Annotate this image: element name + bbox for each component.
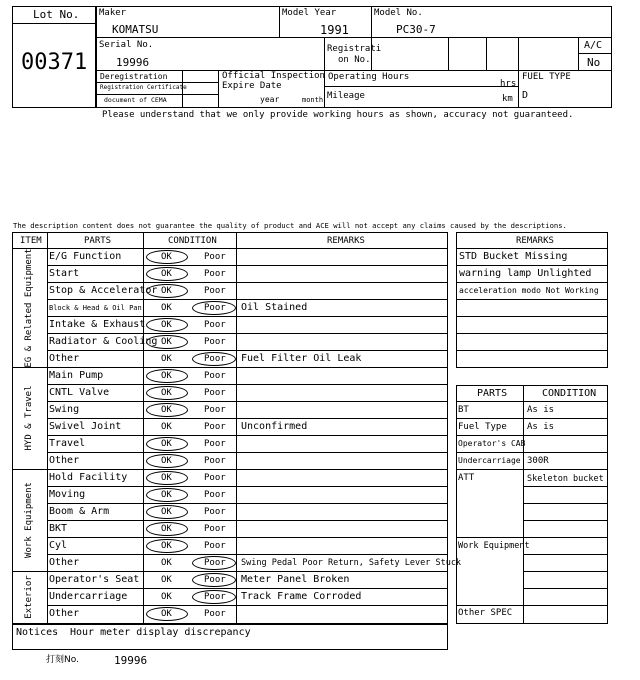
- part-name: Other: [49, 608, 80, 619]
- poor-option: Poor: [204, 354, 226, 364]
- ok-option: OK: [161, 524, 172, 534]
- poor-selected-circle: [192, 573, 236, 587]
- ok-selected-circle: [146, 539, 188, 553]
- ok-selected-circle: [146, 403, 188, 417]
- ok-option: OK: [161, 252, 172, 262]
- poor-option: Poor: [204, 286, 226, 296]
- condition-col-header: CONDITION: [542, 388, 597, 399]
- fuel-type-label: FUEL TYPE: [522, 72, 571, 82]
- ok-selected-circle: [146, 522, 188, 536]
- notices-text: Hour meter display discrepancy: [70, 627, 251, 638]
- lot-label: Lot No.: [33, 8, 80, 21]
- remark-text: Fuel Filter Oil Leak: [241, 353, 362, 364]
- parts-row-name: Fuel Type: [458, 422, 507, 432]
- maker-value: KOMATSU: [112, 23, 159, 36]
- notices-label: Notices: [16, 627, 59, 638]
- inspection-label-1: Official Inspection: [222, 71, 325, 81]
- ok-selected-circle: [146, 250, 188, 264]
- remark-text: Swing Pedal Poor Return, Safety Lever Stuck: [241, 558, 462, 568]
- part-name: Radiator & Cooling: [49, 336, 158, 347]
- item-group-label: EG & Related Equipment: [24, 247, 34, 368]
- part-name: Moving: [49, 489, 86, 500]
- ok-option: OK: [161, 456, 172, 466]
- part-name: Hold Facility: [49, 472, 128, 483]
- poor-option: Poor: [204, 473, 226, 483]
- part-name: Other: [49, 557, 80, 568]
- ok-selected-circle: [146, 369, 188, 383]
- ok-option: OK: [161, 405, 172, 415]
- poor-option: Poor: [204, 320, 226, 330]
- remarks-line: warning lamp Unlighted: [459, 268, 592, 279]
- remark-text: Unconfirmed: [241, 421, 308, 432]
- part-name: Other: [49, 455, 80, 466]
- poor-option: Poor: [204, 524, 226, 534]
- item-group-label: Work Equipment: [24, 482, 34, 558]
- poor-selected-circle: [192, 590, 236, 604]
- item-group-label: HYD & Travel: [24, 385, 34, 451]
- disclaimer: The description content does not guarantee the quality of product and ACE will not accept any claims caused by the descriptions.: [13, 221, 567, 230]
- mileage-label: Mileage: [327, 91, 365, 101]
- year-label: year: [260, 95, 280, 104]
- other-spec-label: Other SPEC: [458, 608, 513, 618]
- poor-option: Poor: [204, 422, 226, 432]
- registration-label-2: on No.: [338, 55, 371, 65]
- col-parts-header: PARTS: [84, 236, 112, 246]
- remark-text: Oil Stained: [241, 302, 308, 313]
- ok-option: OK: [161, 303, 172, 313]
- ok-option: OK: [161, 490, 172, 500]
- remarks-line: STD Bucket Missing: [459, 251, 568, 262]
- part-name: Intake & Exhaust: [49, 319, 146, 330]
- hours-accuracy-note: Please understand that we only provide working hours as shown, accuracy not guaranteed.: [102, 110, 574, 120]
- model-no-label: Model No.: [374, 8, 423, 18]
- parts-row-condition: As is: [527, 422, 555, 432]
- ok-selected-circle: [146, 437, 188, 451]
- ac-label: A/C: [584, 40, 603, 51]
- part-name: Undercarriage: [49, 591, 128, 602]
- registration-certificate-label: Registration Certificate: [100, 84, 187, 91]
- col-remarks-header: REMARKS: [327, 236, 365, 246]
- ok-option: OK: [161, 337, 172, 347]
- fuel-type-value: D: [522, 90, 529, 101]
- model-year-label: Model Year: [282, 8, 337, 18]
- part-name: BKT: [49, 523, 68, 534]
- parts-row-condition: 300R: [527, 456, 549, 466]
- poor-option: Poor: [204, 558, 226, 568]
- poor-option: Poor: [204, 303, 226, 313]
- ok-selected-circle: [146, 267, 188, 281]
- maker-label: Maker: [99, 8, 127, 18]
- inspection-label-2: Expire Date: [222, 81, 282, 91]
- operating-hours-label: Operating Hours: [328, 72, 410, 82]
- poor-option: Poor: [204, 439, 226, 449]
- part-name: Travel: [49, 438, 86, 449]
- ok-option: OK: [161, 439, 172, 449]
- poor-selected-circle: [192, 301, 236, 315]
- remark-text: Meter Panel Broken: [241, 574, 350, 585]
- poor-selected-circle: [192, 556, 236, 570]
- ok-selected-circle: [146, 318, 188, 332]
- ok-option: OK: [161, 371, 172, 381]
- ok-option: OK: [161, 269, 172, 279]
- parts-row-name: Operator's CAB: [458, 439, 526, 448]
- att-label: ATT: [458, 473, 475, 483]
- ok-option: OK: [161, 422, 172, 432]
- part-name: Swing: [49, 404, 80, 415]
- hrs-label: hrs: [500, 79, 517, 89]
- poor-option: Poor: [204, 592, 226, 602]
- ok-option: OK: [161, 541, 172, 551]
- att-value: Skeleton bucket: [527, 474, 604, 484]
- part-name: Main Pump: [49, 370, 104, 381]
- model-year-value: 1991: [320, 23, 349, 37]
- parts-row-name: Undercarriage: [458, 456, 521, 465]
- part-name: Block & Head & Oil Pan: [49, 304, 142, 312]
- poor-option: Poor: [204, 405, 226, 415]
- ok-option: OK: [161, 286, 172, 296]
- poor-option: Poor: [204, 371, 226, 381]
- poor-option: Poor: [204, 252, 226, 262]
- part-name: Cyl: [49, 540, 68, 551]
- ok-selected-circle: [146, 488, 188, 502]
- ok-option: OK: [161, 320, 172, 330]
- ok-selected-circle: [146, 335, 188, 349]
- parts-row-name: BT: [458, 405, 469, 415]
- poor-option: Poor: [204, 337, 226, 347]
- stamp-label: 打刻No.: [46, 655, 79, 665]
- ok-selected-circle: [146, 454, 188, 468]
- km-label: km: [502, 94, 513, 104]
- part-name: E/G Function: [49, 251, 122, 262]
- ok-option: OK: [161, 507, 172, 517]
- ok-option: OK: [161, 592, 172, 602]
- cema-document-label: document of CEMA: [104, 96, 167, 104]
- ok-selected-circle: [146, 284, 188, 298]
- ok-selected-circle: [146, 386, 188, 400]
- poor-option: Poor: [204, 388, 226, 398]
- poor-option: Poor: [204, 541, 226, 551]
- part-name: Swivel Joint: [49, 421, 122, 432]
- ok-selected-circle: [146, 471, 188, 485]
- poor-option: Poor: [204, 490, 226, 500]
- ok-selected-circle: [146, 607, 188, 621]
- poor-selected-circle: [192, 352, 236, 366]
- ok-selected-circle: [146, 505, 188, 519]
- part-name: Stop & Accelerator: [49, 285, 158, 296]
- ok-option: OK: [161, 575, 172, 585]
- col-item-header: ITEM: [20, 236, 42, 246]
- serial-label: Serial No.: [99, 40, 154, 50]
- part-name: Start: [49, 268, 80, 279]
- ok-option: OK: [161, 354, 172, 364]
- part-name: Other: [49, 353, 80, 364]
- poor-option: Poor: [204, 575, 226, 585]
- ok-option: OK: [161, 558, 172, 568]
- poor-option: Poor: [204, 609, 226, 619]
- remarks-title: REMARKS: [516, 236, 554, 246]
- serial-value: 19996: [116, 56, 150, 69]
- poor-option: Poor: [204, 456, 226, 466]
- remark-text: Track Frame Corroded: [241, 591, 362, 602]
- ok-option: OK: [161, 473, 172, 483]
- parts-row-condition: As is: [527, 405, 555, 415]
- poor-option: Poor: [204, 507, 226, 517]
- remarks-line: acceleration modo Not Working: [459, 286, 599, 295]
- deregistration-label: Deregistration: [100, 72, 168, 81]
- lot-number: 00371: [21, 50, 88, 75]
- part-name: Operator's Seat: [49, 574, 140, 585]
- part-name: Boom & Arm: [49, 506, 110, 517]
- work-equipment-label: Work Equipment: [458, 541, 530, 551]
- part-name: CNTL Valve: [49, 387, 110, 398]
- registration-label-1: Registrati: [327, 44, 382, 54]
- col-condition-header: CONDITION: [168, 236, 217, 246]
- stamp-value: 19996: [114, 654, 148, 667]
- item-group-label: Exterior: [24, 574, 34, 619]
- month-label: month: [302, 96, 324, 104]
- model-no-value: PC30-7: [396, 23, 436, 36]
- ok-option: OK: [161, 609, 172, 619]
- poor-option: Poor: [204, 269, 226, 279]
- ok-option: OK: [161, 388, 172, 398]
- parts-col-header: PARTS: [477, 388, 508, 399]
- ac-value: No: [587, 56, 601, 69]
